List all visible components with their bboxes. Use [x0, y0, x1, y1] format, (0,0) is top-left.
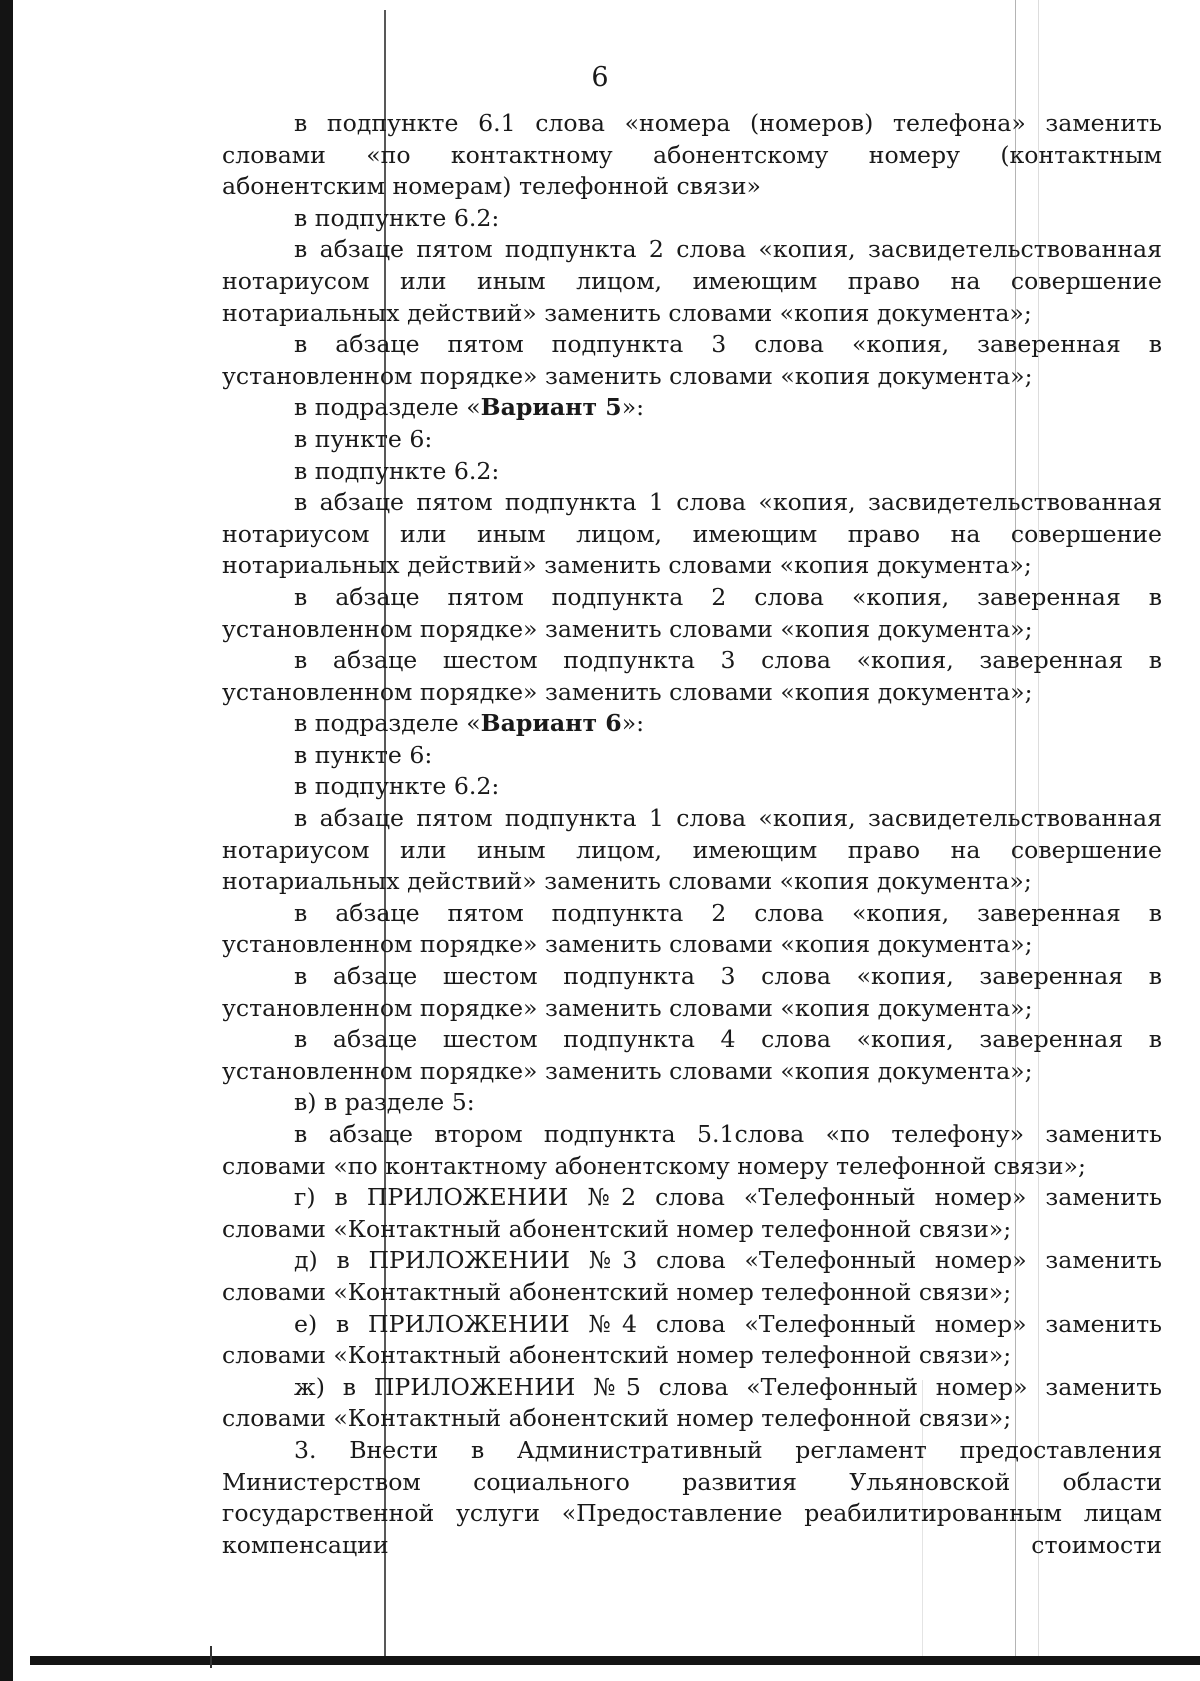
- subsection-prefix: в подразделе «: [294, 709, 481, 738]
- paragraph: е) в ПРИЛОЖЕНИИ №4 слова «Телефонный номер» заменить словами «Контактный абонентский номер телефонной связи»;: [222, 1309, 1162, 1370]
- paragraph: в абзаце пятом подпункта 1 слова «копия, засвидетельствованная нотариусом или иным лицом, имеющим право на совершение нотариальных действий» заменить словами «копия документа»;: [222, 804, 1162, 896]
- paragraph: в абзаце пятом подпункта 2 слова «копия, заверенная в установленном порядке» заменить словами «копия документа»;: [222, 582, 1162, 643]
- paragraph: в абзаце пятом подпункта 2 слова «копия, засвидетельствованная нотариусом или иным лицом, имеющим право на совершение нотариальных действий» заменить словами «копия документа»;: [222, 235, 1162, 327]
- paragraph: в абзаце шестом подпункта 3 слова «копия, заверенная в установленном порядке» заменить словами «копия документа»;: [222, 646, 1162, 706]
- paragraph: д) в ПРИЛОЖЕНИИ №3 слова «Телефонный номер» заменить словами «Контактный абонентский номер телефонной связи»;: [222, 1246, 1162, 1306]
- subsection-variant-name: Вариант 5: [480, 393, 622, 422]
- scan-border-tick: [210, 1646, 212, 1668]
- paragraph: в) в разделе 5:: [294, 1088, 475, 1117]
- scan-border-bottom: [30, 1656, 1200, 1665]
- document-body: [222, 108, 1162, 1561]
- paragraph: в подпункте 6.2:: [294, 772, 500, 801]
- subsection-variant-name: Вариант 6: [480, 709, 622, 738]
- paragraph: в подпункте 6.2:: [294, 203, 500, 232]
- paragraph: в подпункте 6.2:: [294, 456, 500, 485]
- paragraph: ж) в ПРИЛОЖЕНИИ №5 слова «Телефонный номер» заменить словами «Контактный абонентский номер телефонной связи»;: [222, 1372, 1162, 1433]
- paragraph-subsection-heading: [222, 708, 1162, 740]
- paragraph: в абзаце пятом подпункта 1 слова «копия, засвидетельствованная нотариусом или иным лицом, имеющим право на совершение нотариальных действий» заменить словами «копия документа»;: [222, 488, 1162, 580]
- subsection-prefix: в подразделе «: [294, 393, 481, 422]
- paragraph-subsection-heading: [222, 392, 1162, 424]
- paragraph: в абзаце втором подпункта 5.1слова «по телефону» заменить словами «по контактному абонентскому номеру телефонной связи»;: [222, 1120, 1162, 1180]
- paragraph: г) в ПРИЛОЖЕНИИ №2 слова «Телефонный номер» заменить словами «Контактный абонентский номер телефонной связи»;: [222, 1183, 1162, 1243]
- paragraph: в абзаце пятом подпункта 2 слова «копия, заверенная в установленном порядке» заменить словами «копия документа»;: [222, 898, 1162, 959]
- paragraph: в абзаце пятом подпункта 3 слова «копия, заверенная в установленном порядке» заменить словами «копия документа»;: [222, 330, 1162, 390]
- paragraph: в абзаце шестом подпункта 3 слова «копия, заверенная в установленном порядке» заменить словами «копия документа»;: [222, 962, 1162, 1022]
- paragraph: в абзаце шестом подпункта 4 слова «копия, заверенная в установленном порядке» заменить словами «копия документа»;: [222, 1025, 1162, 1085]
- subsection-suffix: »:: [621, 393, 645, 422]
- scan-border-left: [0, 0, 13, 1681]
- paragraph: 3. Внести в Административный регламент предоставления Министерством социального развития Ульяновской области государственной услуги «Предоставление реабилитированным лицам компенсации стоимости: [222, 1435, 1162, 1559]
- paragraph: в пункте 6:: [294, 740, 433, 769]
- paragraph: в подпункте 6.1 слова «номера (номеров) телефона» заменить словами «по контактному абонентскому номеру (контактным абонентским номерам) телефонной связи»: [222, 109, 1162, 201]
- subsection-suffix: »:: [621, 709, 645, 738]
- paragraph: в пункте 6:: [294, 424, 433, 453]
- page-number: 6: [591, 62, 609, 93]
